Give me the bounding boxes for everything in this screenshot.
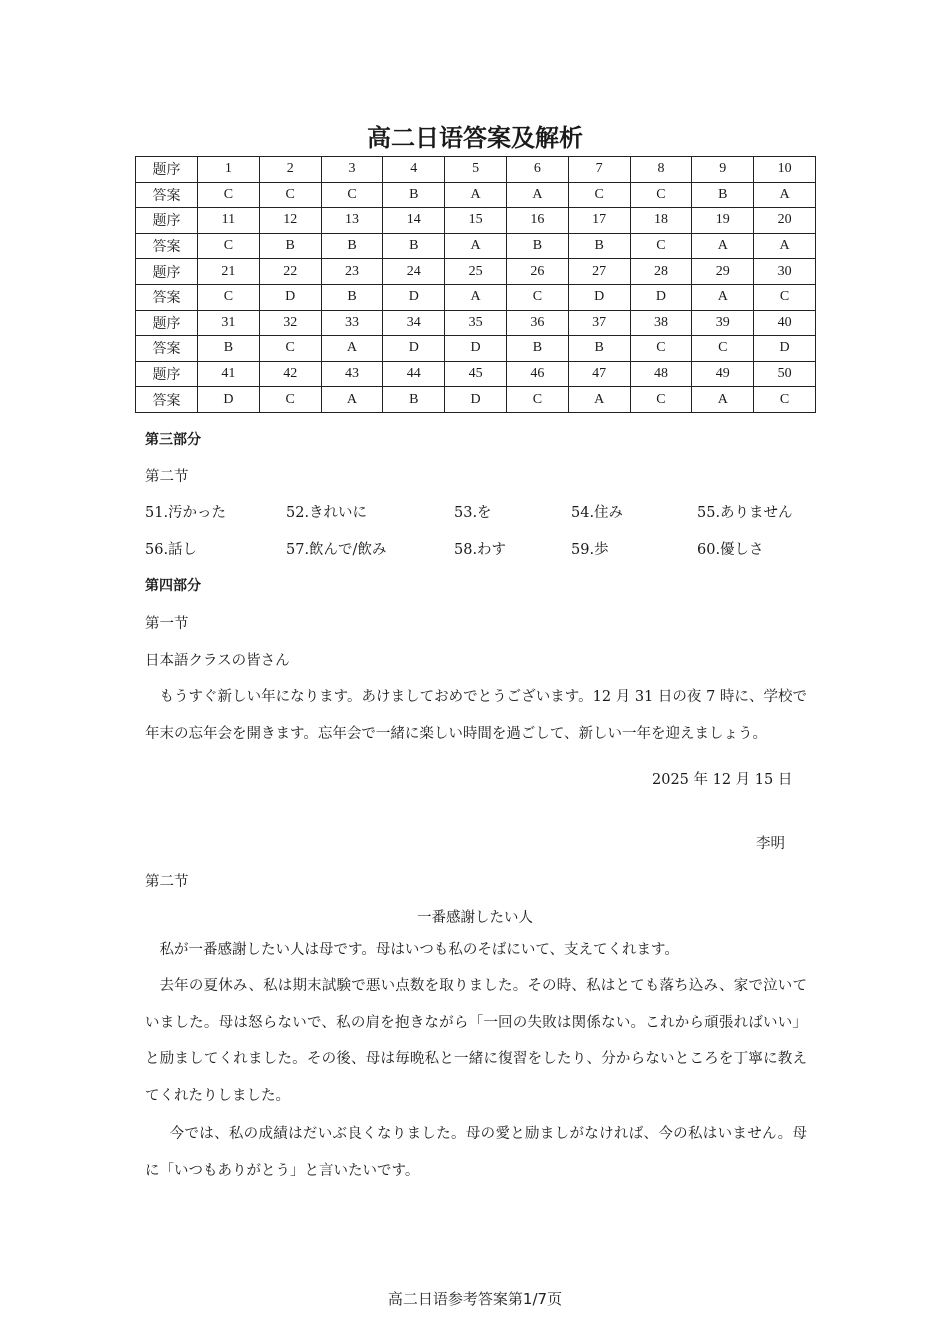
fill-answer-55: 55.ありません bbox=[697, 505, 793, 521]
fill-answer-51: 51.汚かった bbox=[145, 505, 227, 521]
answer-cell: C bbox=[259, 336, 321, 362]
answer-row bbox=[136, 387, 816, 413]
fill-answer-57: 57.飲んで/飲み bbox=[286, 542, 387, 558]
question-number-cell: 33 bbox=[321, 310, 383, 336]
question-number-cell: 6 bbox=[506, 157, 568, 183]
letter-salutation: 日本語クラスの皆さん bbox=[145, 653, 290, 669]
answer-row bbox=[136, 336, 816, 362]
question-number-row bbox=[136, 259, 816, 285]
question-number-cell: 15 bbox=[445, 208, 507, 234]
answer-table bbox=[135, 156, 816, 413]
question-number-cell: 13 bbox=[321, 208, 383, 234]
answer-cell: B bbox=[321, 284, 383, 310]
question-number-row bbox=[136, 157, 816, 183]
question-number-cell: 9 bbox=[692, 157, 754, 183]
answer-cell: B bbox=[198, 336, 260, 362]
question-number-cell: 29 bbox=[692, 259, 754, 285]
answer-row bbox=[136, 284, 816, 310]
question-number-cell: 16 bbox=[506, 208, 568, 234]
essay-paragraph-1: 私が一番感謝したい人は母です。母はいつも私のそばにいて、支えてくれます。 bbox=[159, 942, 679, 958]
answer-cell: C bbox=[754, 387, 816, 413]
answer-cell: D bbox=[445, 336, 507, 362]
question-number-cell: 47 bbox=[568, 361, 630, 387]
answer-cell: D bbox=[198, 387, 260, 413]
part3-heading: 第三部分 bbox=[145, 432, 201, 448]
answer-cell: B bbox=[383, 182, 445, 208]
answer-cell: C bbox=[568, 182, 630, 208]
answer-cell: B bbox=[259, 233, 321, 259]
answer-cell: B bbox=[506, 233, 568, 259]
answer-row bbox=[136, 233, 816, 259]
part4-heading: 第四部分 bbox=[145, 578, 201, 594]
answer-cell: C bbox=[506, 387, 568, 413]
row-label: 题序 bbox=[136, 259, 198, 285]
letter-body: もうすぐ新しい年になります。あけましておめでとうございます。12 月 31 日の夜 7 時に、学校で年末の忘年会を開きます。忘年会で一緒に楽しい時間を過ごして、新しい一年を迎えましょう。 bbox=[145, 689, 807, 742]
answer-cell: D bbox=[383, 284, 445, 310]
answer-cell: B bbox=[568, 233, 630, 259]
question-number-cell: 49 bbox=[692, 361, 754, 387]
question-number-cell: 27 bbox=[568, 259, 630, 285]
answer-cell: A bbox=[445, 284, 507, 310]
answer-cell: C bbox=[259, 182, 321, 208]
fill-answer-52: 52.きれいに bbox=[286, 505, 368, 521]
answer-cell: A bbox=[692, 284, 754, 310]
answer-cell: B bbox=[383, 233, 445, 259]
question-number-cell: 30 bbox=[754, 259, 816, 285]
row-label: 答案 bbox=[136, 182, 198, 208]
question-number-row bbox=[136, 310, 816, 336]
question-number-cell: 38 bbox=[630, 310, 692, 336]
essay-paragraph-3: 今では、私の成績はだいぶ良くなりました。母の愛と励ましがなければ、今の私はいません。母に「いつもありがとう」と言いたいです。 bbox=[145, 1126, 807, 1179]
essay-paragraph-2: 去年の夏休み、私は期末試験で悪い点数を取りました。その時、私はとても落ち込み、家で泣いていました。母は怒らないで、私の肩を抱きながら「一回の失敗は関係ない。これから頑張ればいい」と励ましてくれました。その後、母は毎晩私と一緒に復習をしたり、分からないところを丁寧に教えてくれたりしました。 bbox=[145, 978, 807, 1104]
answer-cell: B bbox=[506, 336, 568, 362]
document-title: 高二日语答案及解析 bbox=[367, 124, 583, 152]
answer-cell: C bbox=[754, 284, 816, 310]
question-number-cell: 22 bbox=[259, 259, 321, 285]
answer-cell: D bbox=[383, 336, 445, 362]
part4-section1-label: 第一节 bbox=[145, 616, 189, 632]
answer-cell: A bbox=[321, 387, 383, 413]
answer-cell: B bbox=[692, 182, 754, 208]
question-number-cell: 39 bbox=[692, 310, 754, 336]
letter-signature: 李明 bbox=[756, 836, 785, 852]
answer-cell: D bbox=[754, 336, 816, 362]
fill-answer-56: 56.話し bbox=[145, 542, 198, 558]
answer-cell: C bbox=[198, 284, 260, 310]
answer-cell: A bbox=[568, 387, 630, 413]
question-number-cell: 2 bbox=[259, 157, 321, 183]
letter-date: 2025 年 12 月 15 日 bbox=[652, 772, 793, 788]
row-label: 题序 bbox=[136, 208, 198, 234]
page-footer: 高二日语参考答案第1/7页 bbox=[387, 1290, 563, 1308]
question-number-cell: 24 bbox=[383, 259, 445, 285]
answer-cell: C bbox=[630, 336, 692, 362]
question-number-cell: 40 bbox=[754, 310, 816, 336]
answer-cell: C bbox=[198, 233, 260, 259]
question-number-cell: 1 bbox=[198, 157, 260, 183]
fill-answer-59: 59.歩 bbox=[571, 542, 609, 558]
question-number-cell: 5 bbox=[445, 157, 507, 183]
fill-answer-58: 58.わす bbox=[454, 542, 507, 558]
answer-cell: A bbox=[754, 182, 816, 208]
answer-cell: C bbox=[198, 182, 260, 208]
answer-cell: C bbox=[259, 387, 321, 413]
question-number-cell: 43 bbox=[321, 361, 383, 387]
row-label: 题序 bbox=[136, 157, 198, 183]
answer-cell: D bbox=[568, 284, 630, 310]
row-label: 题序 bbox=[136, 361, 198, 387]
answer-cell: D bbox=[630, 284, 692, 310]
part4-section2-label: 第二节 bbox=[145, 874, 189, 890]
fill-answer-53: 53.を bbox=[454, 505, 492, 521]
answer-cell: B bbox=[321, 233, 383, 259]
question-number-cell: 37 bbox=[568, 310, 630, 336]
answer-cell: C bbox=[321, 182, 383, 208]
essay-title: 一番感謝したい人 bbox=[417, 910, 533, 926]
row-label: 答案 bbox=[136, 233, 198, 259]
question-number-cell: 34 bbox=[383, 310, 445, 336]
question-number-cell: 28 bbox=[630, 259, 692, 285]
question-number-cell: 44 bbox=[383, 361, 445, 387]
question-number-row bbox=[136, 361, 816, 387]
answer-cell: C bbox=[506, 284, 568, 310]
fill-answer-54: 54.住み bbox=[571, 505, 624, 521]
question-number-cell: 46 bbox=[506, 361, 568, 387]
question-number-cell: 8 bbox=[630, 157, 692, 183]
question-number-cell: 32 bbox=[259, 310, 321, 336]
question-number-row bbox=[136, 208, 816, 234]
question-number-cell: 50 bbox=[754, 361, 816, 387]
answer-cell: A bbox=[692, 387, 754, 413]
question-number-cell: 17 bbox=[568, 208, 630, 234]
part3-section-label: 第二节 bbox=[145, 469, 189, 485]
answer-cell: A bbox=[321, 336, 383, 362]
question-number-cell: 12 bbox=[259, 208, 321, 234]
answer-row bbox=[136, 182, 816, 208]
answer-cell: A bbox=[506, 182, 568, 208]
question-number-cell: 21 bbox=[198, 259, 260, 285]
question-number-cell: 11 bbox=[198, 208, 260, 234]
answer-cell: A bbox=[445, 182, 507, 208]
question-number-cell: 3 bbox=[321, 157, 383, 183]
question-number-cell: 35 bbox=[445, 310, 507, 336]
row-label: 答案 bbox=[136, 284, 198, 310]
answer-cell: C bbox=[692, 336, 754, 362]
fill-answer-60: 60.優しさ bbox=[697, 542, 764, 558]
question-number-cell: 4 bbox=[383, 157, 445, 183]
answer-cell: A bbox=[754, 233, 816, 259]
answer-cell: D bbox=[259, 284, 321, 310]
question-number-cell: 7 bbox=[568, 157, 630, 183]
answer-cell: A bbox=[445, 233, 507, 259]
answer-cell: D bbox=[445, 387, 507, 413]
question-number-cell: 25 bbox=[445, 259, 507, 285]
row-label: 题序 bbox=[136, 310, 198, 336]
answer-cell: A bbox=[692, 233, 754, 259]
answer-cell: C bbox=[630, 182, 692, 208]
question-number-cell: 45 bbox=[445, 361, 507, 387]
answer-cell: B bbox=[383, 387, 445, 413]
answer-cell: C bbox=[630, 387, 692, 413]
answer-cell: B bbox=[568, 336, 630, 362]
question-number-cell: 41 bbox=[198, 361, 260, 387]
question-number-cell: 19 bbox=[692, 208, 754, 234]
question-number-cell: 10 bbox=[754, 157, 816, 183]
question-number-cell: 26 bbox=[506, 259, 568, 285]
question-number-cell: 36 bbox=[506, 310, 568, 336]
question-number-cell: 14 bbox=[383, 208, 445, 234]
answer-cell: C bbox=[630, 233, 692, 259]
question-number-cell: 42 bbox=[259, 361, 321, 387]
question-number-cell: 23 bbox=[321, 259, 383, 285]
row-label: 答案 bbox=[136, 336, 198, 362]
row-label: 答案 bbox=[136, 387, 198, 413]
question-number-cell: 18 bbox=[630, 208, 692, 234]
question-number-cell: 48 bbox=[630, 361, 692, 387]
question-number-cell: 31 bbox=[198, 310, 260, 336]
question-number-cell: 20 bbox=[754, 208, 816, 234]
